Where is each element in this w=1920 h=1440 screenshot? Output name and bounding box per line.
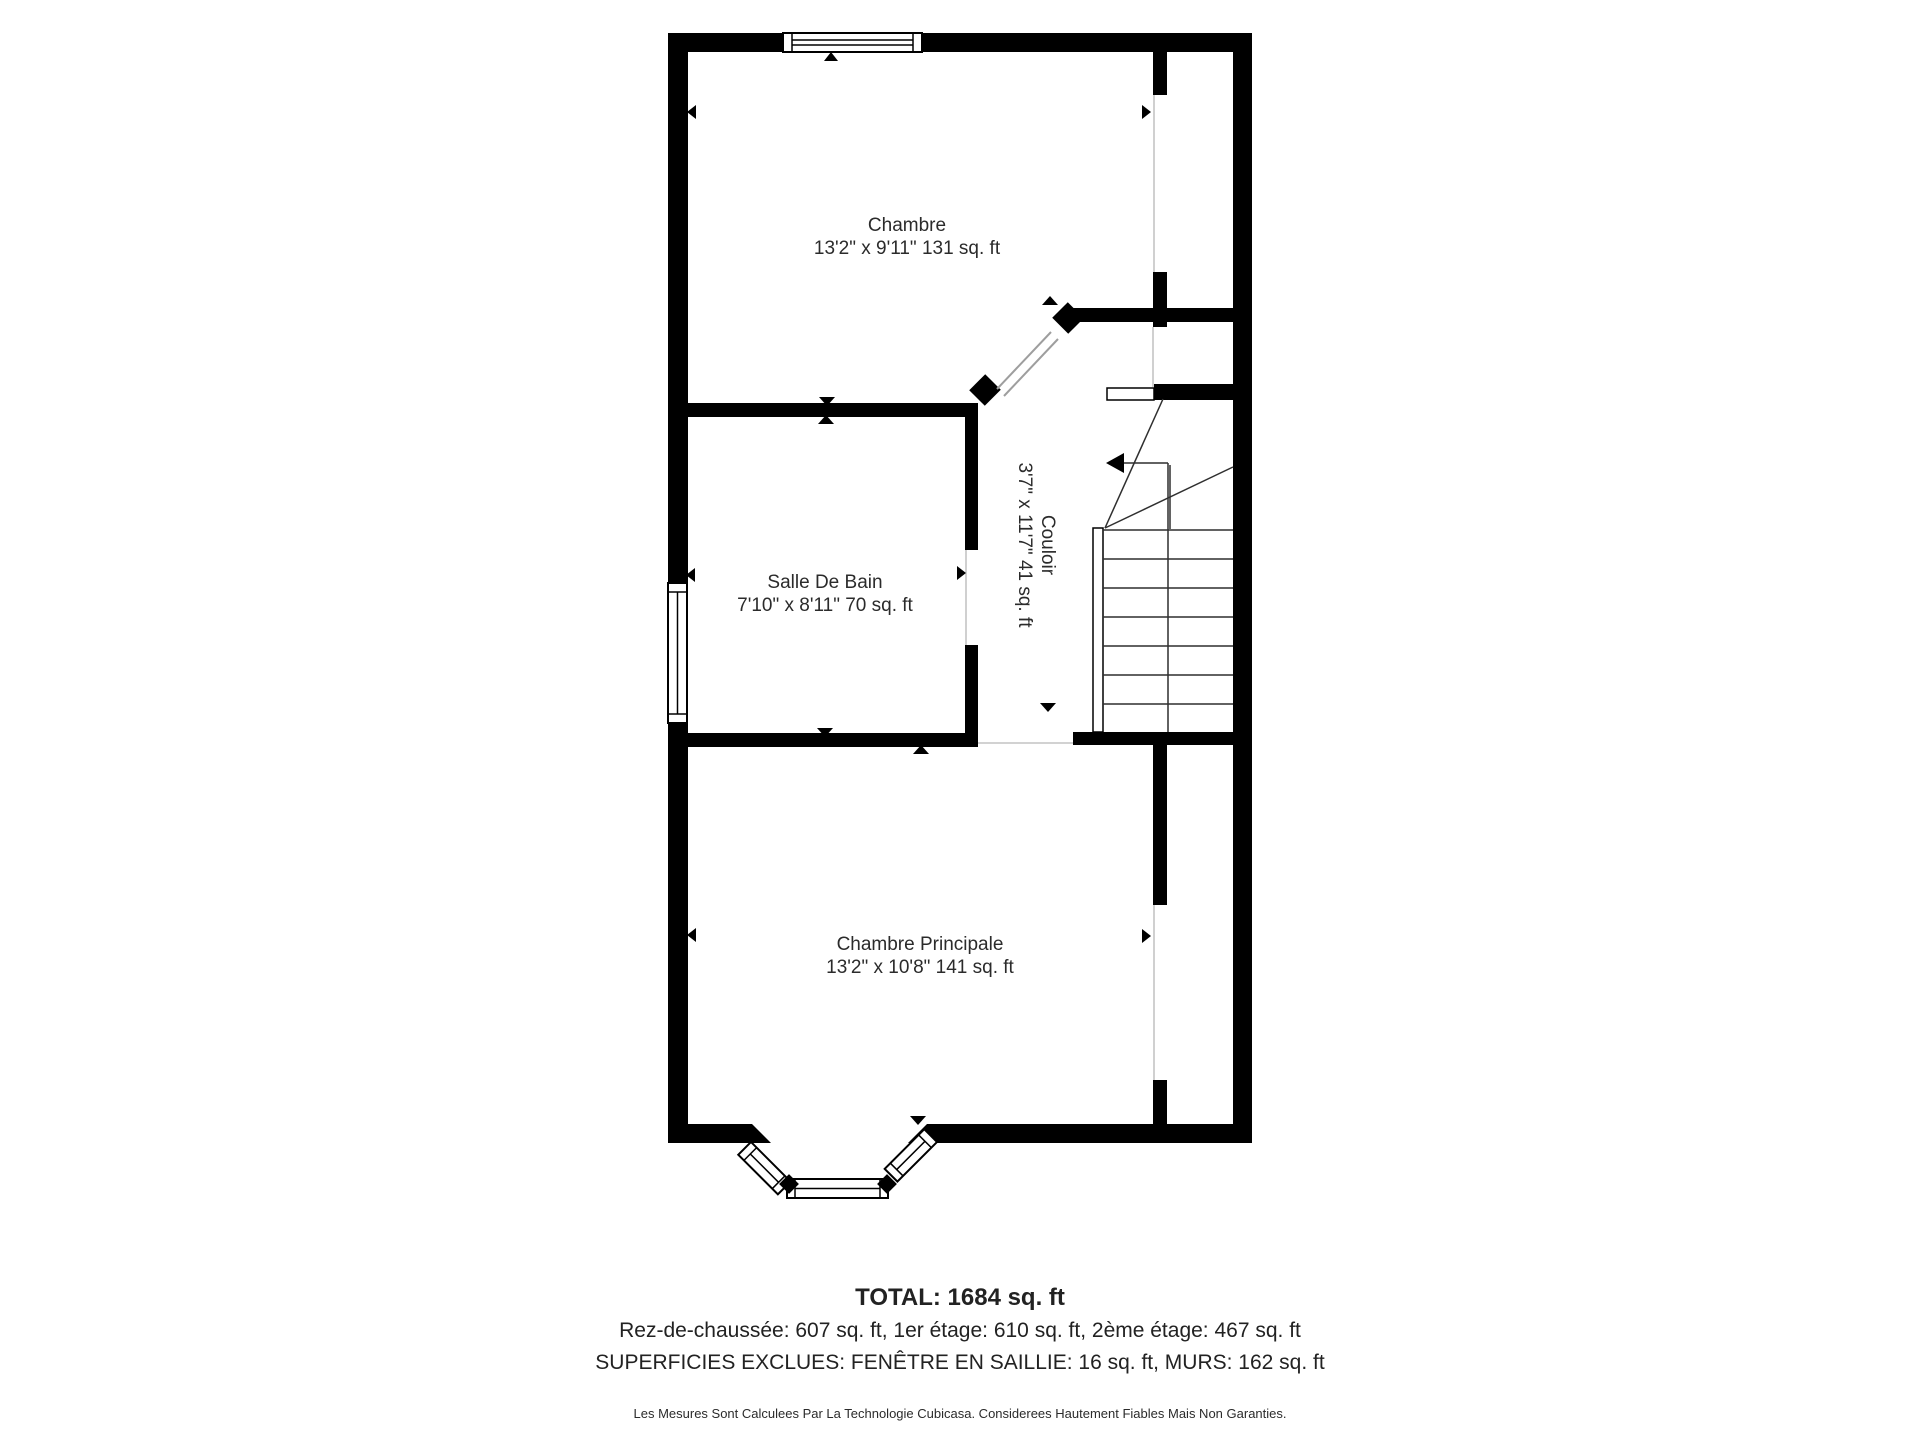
floor-areas-text: Rez-de-chaussée: 607 sq. ft, 1er étage: 610 sq. ft, 2ème étage: 467 sq. ft xyxy=(619,1319,1301,1342)
stair-landing-area xyxy=(1167,52,1233,382)
room-dims: 13'2" x 10'8" 141 sq. ft xyxy=(826,957,1014,978)
room-name: Chambre Principale xyxy=(836,934,1004,955)
room-name: Couloir xyxy=(1037,514,1058,576)
stair-top-landing xyxy=(1107,388,1154,400)
disclaimer-text: Les Mesures Sont Calculees Par La Technologie Cubicasa. Considerees Hautement Fiables Mais Non Garanties. xyxy=(633,1406,1287,1421)
bay-wall-cut xyxy=(752,1124,771,1143)
wall-segment xyxy=(927,1124,1252,1143)
room-dims: 7'10" x 8'11" 70 sq. ft xyxy=(737,595,913,616)
room-label-chambre xyxy=(814,214,1000,260)
wall-segment xyxy=(668,33,688,583)
window-top xyxy=(783,33,922,52)
diagonal-wall-nub xyxy=(977,382,993,398)
window-left xyxy=(668,583,687,723)
wall-segment xyxy=(668,723,688,1143)
room-dims: 3'7" x 11'7" 41 sq. ft xyxy=(1014,462,1035,628)
room-label-chambre-principale xyxy=(826,933,1014,979)
wall-segment xyxy=(1154,384,1233,400)
wall-segment xyxy=(1073,732,1233,745)
wall-segment xyxy=(1153,1080,1167,1125)
wall-segment xyxy=(1068,308,1233,322)
room-label-salle-de-bain xyxy=(737,571,913,617)
wall-segment xyxy=(688,403,978,417)
wall-segment xyxy=(688,733,978,747)
wall-segment xyxy=(922,33,1252,52)
diagonal-wall-nub xyxy=(1060,310,1076,326)
room-name: Chambre xyxy=(867,215,947,236)
bay-window xyxy=(738,1129,937,1198)
wall-segment xyxy=(1233,33,1252,1143)
room-dims: 13'2" x 9'11" 131 sq. ft xyxy=(813,238,1001,259)
wall-segment xyxy=(668,1124,752,1143)
wall-segment xyxy=(1153,272,1167,327)
room-label-couloir xyxy=(1013,462,1059,627)
stairwell-area xyxy=(1092,400,1233,732)
total-area-text: TOTAL: 1684 sq. ft xyxy=(855,1284,1065,1311)
summary-footer xyxy=(0,1284,1920,1423)
wall-segment xyxy=(965,417,978,550)
excluded-areas-text: SUPERFICIES EXCLUES: FENÊTRE EN SAILLIE: 16 sq. ft, MURS: 162 sq. ft xyxy=(595,1351,1325,1374)
wall-segment xyxy=(1153,745,1167,905)
room-name: Salle De Bain xyxy=(767,572,883,593)
wall-segment xyxy=(965,645,978,733)
wall-segment xyxy=(1153,52,1167,95)
stair-stringer xyxy=(1093,528,1103,732)
